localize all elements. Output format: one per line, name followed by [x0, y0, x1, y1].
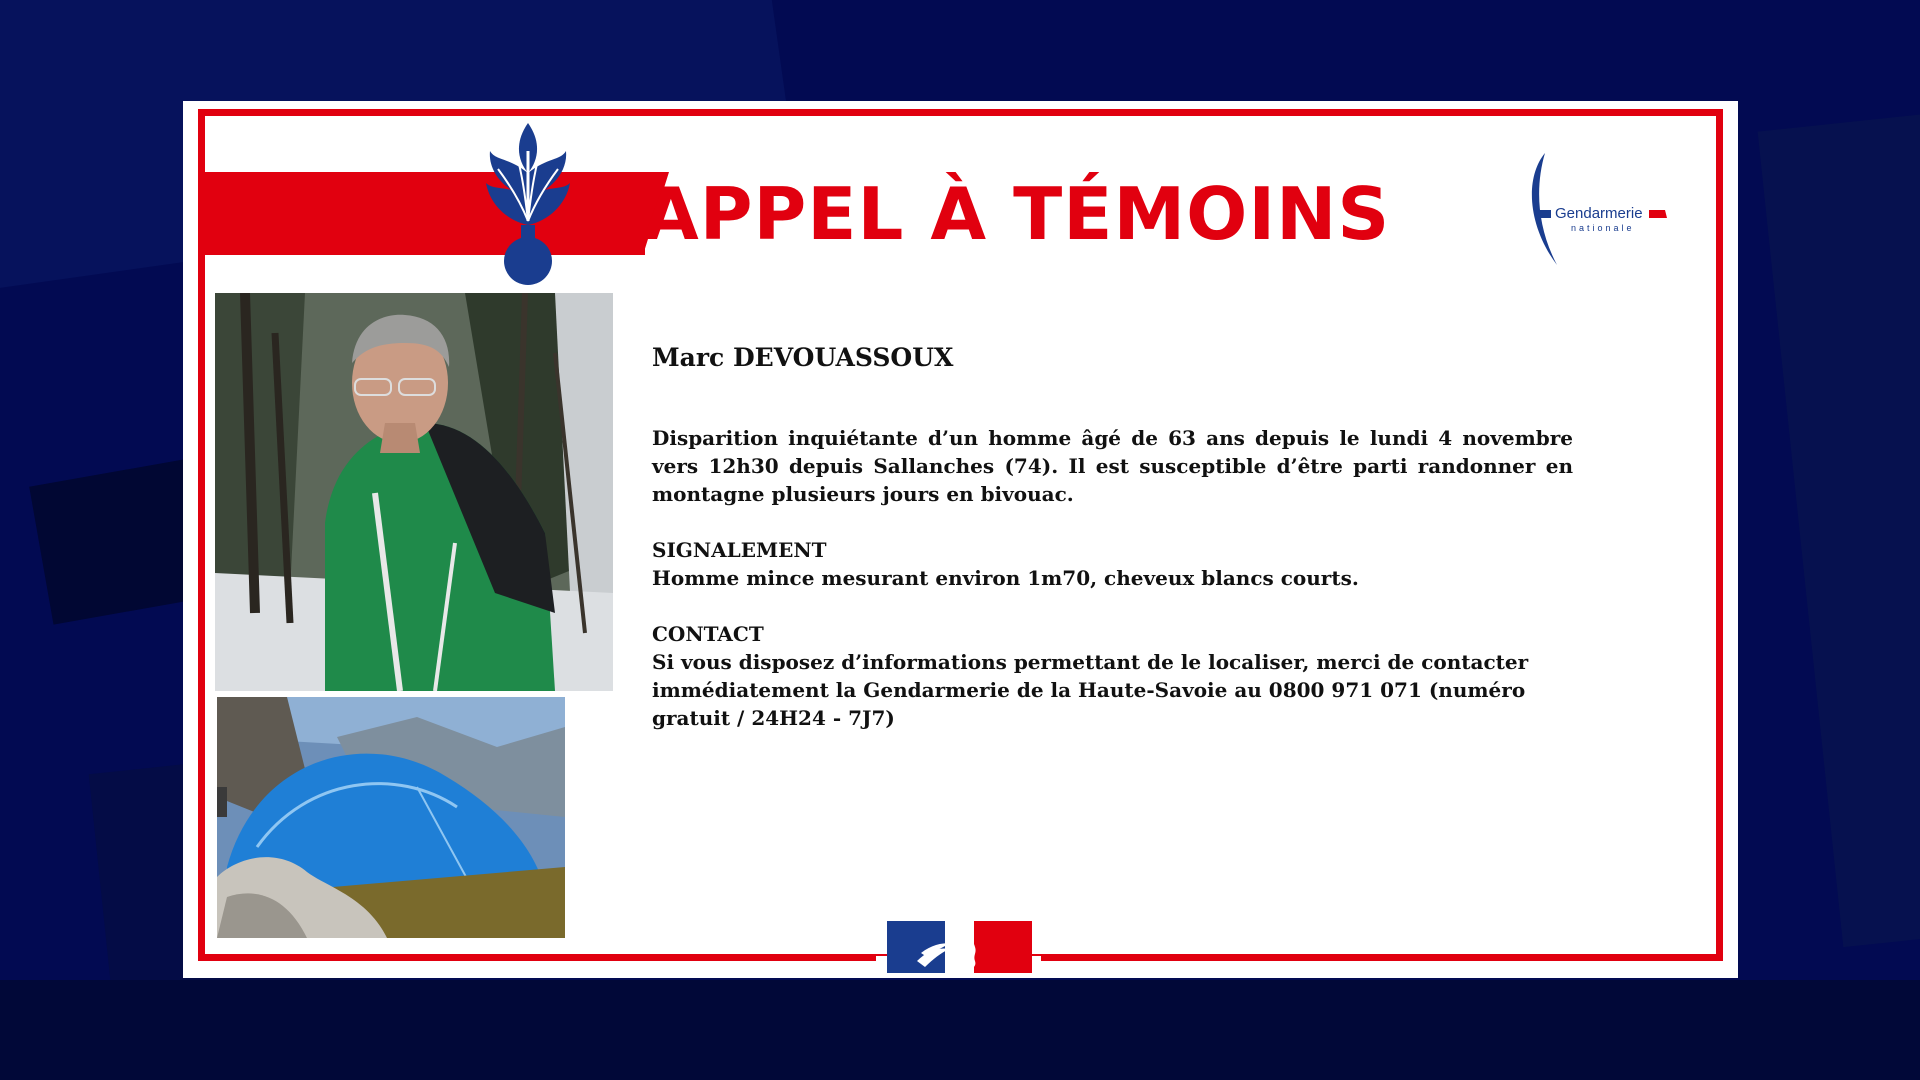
witness-appeal-poster [183, 101, 1738, 978]
marianne-logo-icon [887, 921, 1032, 973]
poster-content [652, 344, 1573, 760]
header-red-band [205, 172, 645, 255]
signalement-text: Homme mince mesurant environ 1m70, cheveux blancs courts. [652, 566, 1359, 590]
contact-heading: CONTACT [652, 622, 764, 646]
background-shape [0, 980, 1920, 1080]
missing-person-photo [215, 293, 613, 691]
tent-photo [217, 697, 565, 938]
logo-subtitle: nationale [1571, 223, 1635, 233]
logo-name: Gendarmerie [1555, 205, 1643, 222]
background-shape [1758, 113, 1920, 947]
signalement-heading: SIGNALEMENT [652, 538, 827, 562]
poster-title: APPEL À TÉMOINS [643, 172, 1391, 256]
person-name: Marc DEVOUASSOUX [652, 343, 954, 372]
gendarmerie-grenade-icon [484, 121, 572, 291]
disappearance-description: Disparition inquiétante d’un homme âgé de 63 ans depuis le lundi 4 novembre vers 12h30 depuis Sallanches (74). Il est susceptible d’être parti randonner en montagne plusieurs jours en bivouac. [652, 426, 1573, 506]
contact-text: Si vous disposez d’informations permettant de le localiser, merci de contacter immédiatement la Gendarmerie de la Haute-Savoie au 0800 971 071 (numéro gratuit / 24H24 - 7J7) [652, 650, 1529, 730]
gendarmerie-logo [1523, 147, 1673, 267]
